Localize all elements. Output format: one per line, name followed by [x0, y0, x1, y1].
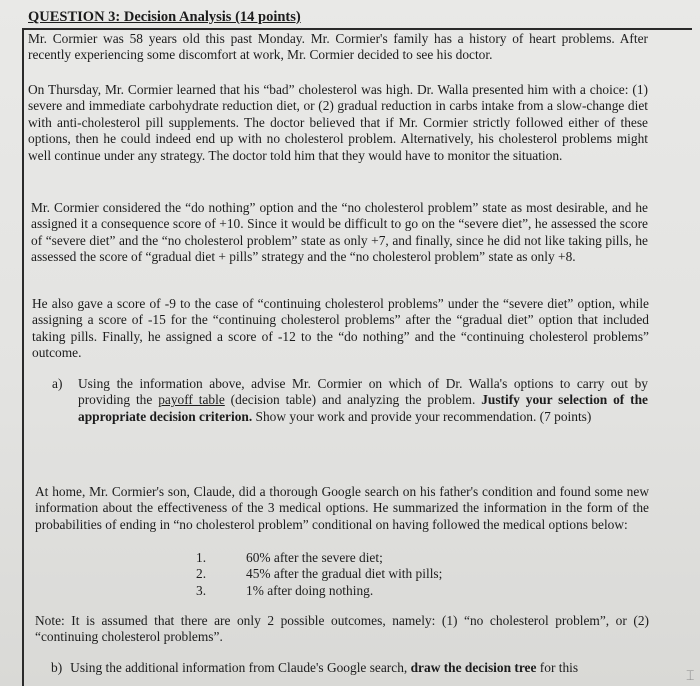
list-item: 1. 60% after the severe diet; [196, 550, 383, 565]
box-border-top [22, 28, 692, 30]
question-a-label: a) [52, 376, 63, 391]
paragraph-positive-scores: Mr. Cormier considered the “do nothing” option and the “no cholesterol problem” state as most desirable, and he assigned it a consequence score of +10. Since it would be difficult to go on the “severe diet”, he assessed the score of “severe diet” and the “no cholesterol problem” state as only +7, and finally, since he did not like taking pills, he assessed the score of “gradual diet + pills” strategy and the “no cholesterol problem” state as only +8. [31, 200, 648, 265]
text-cursor-icon: ⌶ [686, 668, 695, 684]
question-b-emphasis: draw the decision tree [410, 660, 537, 675]
paragraph-options: On Thursday, Mr. Cormier learned that his “bad” cholesterol was high. Dr. Walla presented him with a choice: (1) severe and immediate carbohydrate reduction diet, or (2) gradual reduction in carbs intake from a slow-change diet with anti-cholesterol pill supplements. The doctor believed that if Mr. Cormier strictly followed either of these options, then he could indeed end up with no cholesterol problem. Alternatively, his cholesterol problems might well continue under any strategy. The doctor told him that they would have to monitor the situation. [28, 82, 648, 163]
paragraph-note: Note: It is assumed that there are only 2 possible outcomes, namely: (1) “no cholesterol problem”, or (2) “continuing cholesterol problems”. [35, 613, 649, 645]
probability-list [196, 550, 442, 599]
payoff-table-link: payoff table [158, 392, 225, 408]
question-a-emphasis: Justify your selection of the appropriate decision criterion. [78, 392, 648, 424]
paragraph-negative-scores: He also gave a score of -9 to the case of “continuing cholesterol problems” under the “severe diet” option, while assigning a score of -15 for the “continuing cholesterol problems” after the “gradual diet” option that included taking pills. Finally, he assigned a score of -12 to the “do nothing” and the “continuing cholesterol problems” outcome. [32, 296, 649, 361]
question-b: b) Using the additional information from Claude's Google search, draw the decision tree for this [51, 660, 579, 675]
paragraph-google-search: At home, Mr. Cormier's son, Claude, did a thorough Google search on his father's condition and found some new information about the effectiveness of the 3 medical options. He summarized the information in the form of the probabilities of ending in “no cholesterol problem” conditional on having followed the medical options below: [35, 484, 649, 532]
box-border-left [22, 28, 24, 686]
list-item: 3. 1% after doing nothing. [196, 582, 374, 598]
question-b-label: b) [51, 660, 63, 675]
question-title: QUESTION 3: Decision Analysis (14 points) [28, 9, 301, 25]
question-a [52, 376, 648, 425]
question-a-text: Using the information above, advise Mr. Cormier on which of Dr. Walla's options to carry out by providing the payoff table (decision table) and analyzing the problem. Justify your selection of the appropriate decision criterion. Show your work and provide your recommendation. (7 points) [78, 376, 648, 424]
paragraph-intro: Mr. Cormier was 58 years old this past Monday. Mr. Cormier's family has a history of heart problems. After recently experiencing some discomfort at work, Mr. Cormier decided to see his doctor. [28, 31, 648, 63]
list-item: 2. 45% after the gradual diet with pills; [196, 566, 443, 582]
